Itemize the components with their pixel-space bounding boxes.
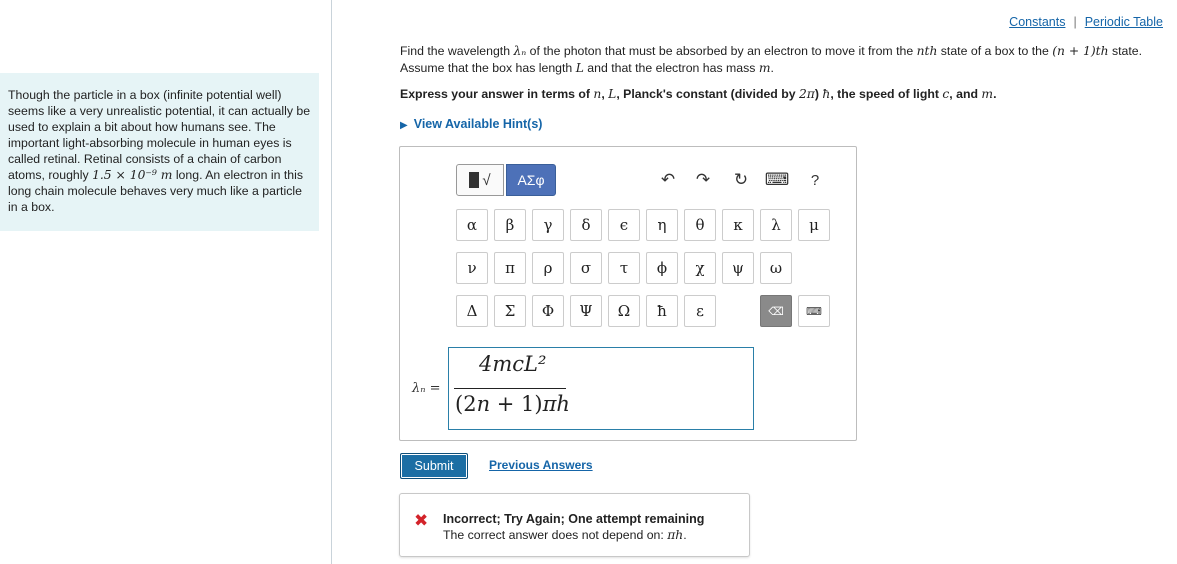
undo-icon[interactable]: ↶ bbox=[660, 170, 676, 189]
n1th-state: (n + 1)th bbox=[1052, 44, 1109, 58]
key-sigma[interactable]: σ bbox=[570, 252, 602, 284]
instruction-text: , and bbox=[949, 87, 982, 101]
nth-state: nth bbox=[916, 44, 938, 58]
previous-answers-link[interactable]: Previous Answers bbox=[489, 458, 593, 472]
key-tau[interactable]: τ bbox=[608, 252, 640, 284]
hint-label: View Available Hint(s) bbox=[413, 117, 543, 131]
feedback-title: Incorrect; Try Again; One attempt remaining bbox=[443, 512, 705, 526]
key-hbar[interactable]: ħ bbox=[646, 295, 678, 327]
var-hbar: ħ bbox=[822, 87, 831, 101]
feedback-text bbox=[443, 528, 687, 542]
periodic-table-link[interactable]: Periodic Table bbox=[1084, 15, 1163, 29]
lambda-n: λₙ bbox=[513, 44, 527, 58]
redo-icon[interactable]: ↷ bbox=[695, 170, 711, 189]
key-Psi[interactable]: Ψ bbox=[570, 295, 602, 327]
feedback-text-suffix: . bbox=[683, 528, 687, 542]
key-epsilon[interactable]: ϵ bbox=[608, 209, 640, 241]
keyboard-icon[interactable]: ⌨ bbox=[764, 170, 790, 189]
view-hints-toggle[interactable] bbox=[400, 117, 542, 131]
problem-statement bbox=[400, 43, 1170, 77]
var-L: L bbox=[608, 87, 617, 101]
submit-button[interactable]: Submit bbox=[400, 453, 468, 479]
error-x-icon: ✖ bbox=[414, 511, 429, 530]
key-Delta[interactable]: Δ bbox=[456, 295, 488, 327]
key-psi[interactable]: ψ bbox=[722, 252, 754, 284]
key-phi[interactable]: ϕ bbox=[646, 252, 678, 284]
instruction-text: ) bbox=[814, 87, 823, 101]
var-m: m bbox=[981, 87, 994, 101]
instruction-text: , the speed of light bbox=[830, 87, 943, 101]
key-delta[interactable]: δ bbox=[570, 209, 602, 241]
key-pi[interactable]: π bbox=[494, 252, 526, 284]
answer-instruction bbox=[400, 87, 996, 101]
feedback-box bbox=[399, 493, 750, 557]
delete-icon[interactable]: ⌫ bbox=[760, 295, 792, 327]
problem-text: state of a box to the bbox=[937, 44, 1053, 58]
help-icon[interactable]: ? bbox=[810, 171, 820, 189]
length-var: L bbox=[575, 61, 584, 75]
key-chi[interactable]: χ bbox=[684, 252, 716, 284]
intro-panel bbox=[0, 73, 319, 231]
mass-var: m bbox=[758, 61, 771, 75]
key-beta[interactable]: β bbox=[494, 209, 526, 241]
key-mu[interactable]: μ bbox=[798, 209, 830, 241]
fraction-denominator bbox=[455, 392, 570, 416]
keyboard-toggle-icon[interactable]: ⌨ bbox=[798, 295, 830, 327]
answer-label-text: λₙ = bbox=[412, 381, 441, 396]
answer-label bbox=[412, 380, 441, 396]
top-links bbox=[1009, 15, 1163, 29]
problem-text: and that the electron has mass bbox=[583, 61, 759, 75]
var-2pi: 2π bbox=[798, 87, 815, 101]
den-n: n bbox=[476, 392, 491, 416]
template-block-icon bbox=[469, 172, 479, 188]
key-theta[interactable]: θ bbox=[684, 209, 716, 241]
key-Sigma[interactable]: Σ bbox=[494, 295, 526, 327]
feedback-text-prefix: The correct answer does not depend on: bbox=[443, 528, 668, 542]
caret-right-icon: ▶ bbox=[400, 120, 408, 131]
key-alpha[interactable]: α bbox=[456, 209, 488, 241]
reset-icon[interactable]: ↻ bbox=[733, 170, 749, 189]
intro-text-before: Though the particle in a box (infinite potential well) seems like a very unrealistic potential, it can actually be used to explain a bit about how humans see. The important light-absorbing molecule in human eyes is called retinal. Retinal consists of a chain of carbon atoms, roughly bbox=[8, 88, 311, 182]
key-gamma[interactable]: γ bbox=[532, 209, 564, 241]
templates-button[interactable] bbox=[456, 164, 504, 196]
column-divider bbox=[331, 0, 332, 564]
link-separator: | bbox=[1073, 15, 1077, 29]
math-editor bbox=[399, 146, 857, 441]
den-open: (2 bbox=[455, 392, 477, 416]
sqrt-icon: √ bbox=[482, 171, 491, 189]
instruction-text: . bbox=[993, 87, 997, 101]
instruction-text: Express your answer in terms of bbox=[400, 87, 594, 101]
key-omega[interactable]: ω bbox=[760, 252, 792, 284]
key-Phi[interactable]: Φ bbox=[532, 295, 564, 327]
problem-text: . bbox=[770, 61, 774, 75]
problem-text: state. Assume that the box has length bbox=[400, 44, 1143, 75]
key-rho[interactable]: ρ bbox=[532, 252, 564, 284]
var-c: c bbox=[942, 87, 950, 101]
key-Omega[interactable]: Ω bbox=[608, 295, 640, 327]
key-lambda[interactable]: λ bbox=[760, 209, 792, 241]
intro-length-value: 1.5 × 10⁻⁹ m bbox=[92, 168, 173, 182]
problem-text: Find the wavelength bbox=[400, 44, 514, 58]
answer-input[interactable] bbox=[448, 347, 754, 430]
greek-symbols-button[interactable]: ΑΣφ bbox=[506, 164, 556, 196]
fraction-bar bbox=[454, 388, 566, 389]
key-eta[interactable]: η bbox=[646, 209, 678, 241]
key-nu[interactable]: ν bbox=[456, 252, 488, 284]
intro-text-after: long. An electron in this long chain molecule behaves very much like a particle in a box. bbox=[8, 168, 303, 214]
problem-text: of the photon that must be absorbed by an electron to move it from the bbox=[526, 44, 917, 58]
var-n: n bbox=[593, 87, 602, 101]
instruction-text: , Planck's constant (divided by bbox=[616, 87, 799, 101]
instruction-text: , bbox=[601, 87, 609, 101]
key-varepsilon[interactable]: ε bbox=[684, 295, 716, 327]
constants-link[interactable]: Constants bbox=[1009, 15, 1066, 29]
key-kappa[interactable]: κ bbox=[722, 209, 754, 241]
den-plus: + 1) bbox=[490, 392, 543, 416]
fraction-numerator: 4mcL² bbox=[479, 352, 547, 376]
den-pih: πh bbox=[542, 392, 570, 416]
feedback-var: πh bbox=[667, 528, 684, 542]
